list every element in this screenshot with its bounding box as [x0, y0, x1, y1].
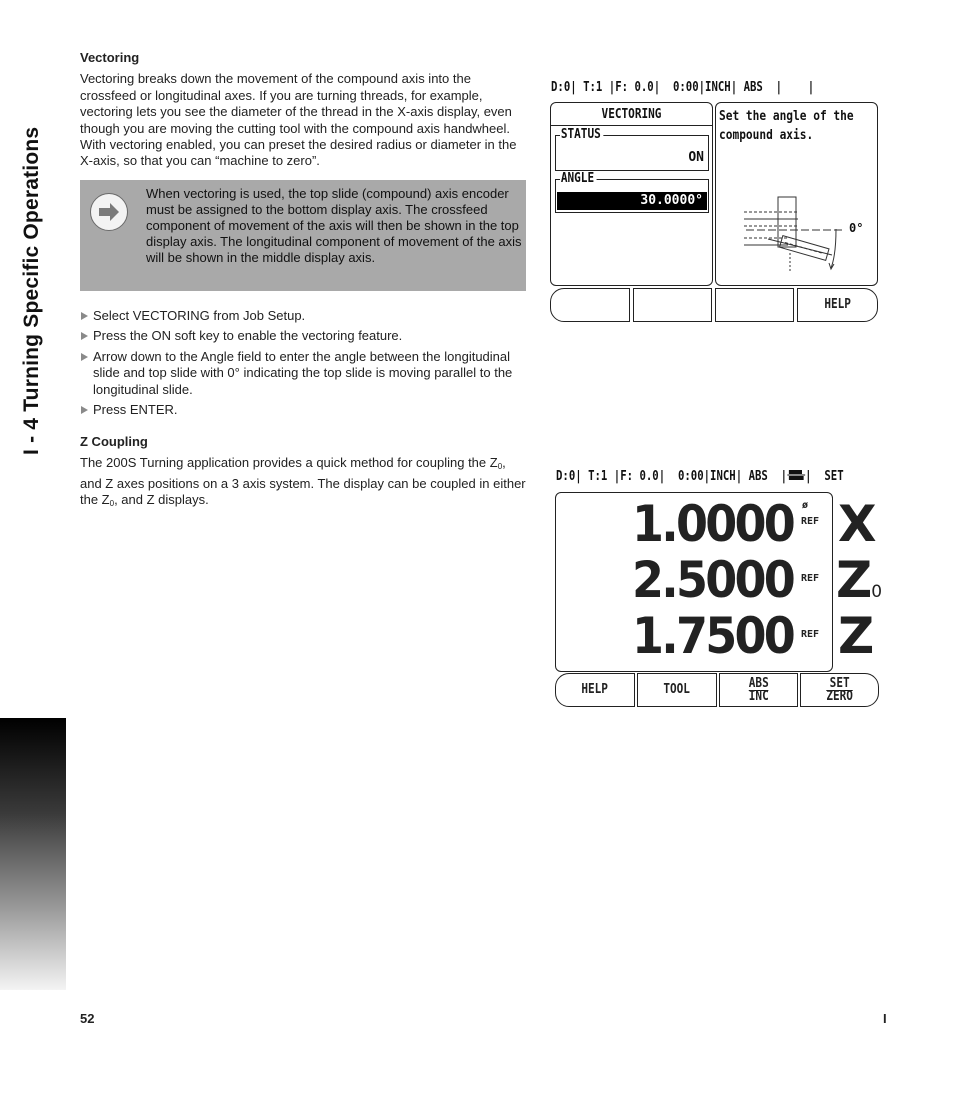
ref-indicator: REF: [801, 573, 820, 584]
ref-indicator: REF: [801, 629, 820, 640]
angle-label: ANGLE: [560, 171, 597, 186]
angle-zero-label: 0°: [849, 221, 864, 235]
screen1-status-bar: D:0| T:1 |F: 0.0| 0:00|INCH| ABS | |: [551, 80, 815, 95]
softkey-2[interactable]: [633, 288, 712, 322]
zcoupling-heading: Z Coupling: [80, 434, 148, 449]
form-title: VECTORING: [601, 107, 662, 122]
section-marker: I: [883, 1011, 887, 1026]
zcoupling-section: [80, 434, 526, 513]
divider: [551, 125, 712, 126]
page-number: 52: [80, 1011, 95, 1026]
set-zero-softkey[interactable]: SET ZERO: [800, 673, 879, 707]
diameter-symbol: ø: [802, 500, 809, 511]
zcoupling-body: The 200S Turning application provides a quick method for coupling the $Z_0$, and Z axes positions on a 3 axis system. The display can be coupled in either the $Z_0$, and Z displays.: [80, 455, 526, 509]
compound-angle-diagram: [738, 193, 868, 277]
z0-axis-label: Z0: [836, 551, 883, 609]
list-item: Press the ON soft key to enable the vectoring feature.: [80, 328, 526, 344]
vectoring-heading: Vectoring: [80, 50, 140, 65]
tool-softkey[interactable]: TOOL: [637, 673, 717, 707]
vectoring-form-panel: [550, 102, 713, 286]
status-field[interactable]: [555, 127, 709, 171]
help-panel: [715, 102, 878, 286]
bullet-triangle-icon: [81, 353, 88, 361]
screen2-status-bar: D:0| T:1 |F: 0.0| 0:00|INCH| ABS | | SET: [556, 469, 844, 484]
chapter-tab-gradient: [0, 718, 66, 990]
angle-value[interactable]: 30.0000°: [557, 192, 707, 210]
abs-inc-softkey[interactable]: ABS INC: [719, 673, 798, 707]
help-softkey[interactable]: HELP: [797, 288, 878, 322]
angle-field[interactable]: [555, 171, 709, 213]
bullet-triangle-icon: [81, 312, 88, 320]
softkey-3[interactable]: [715, 288, 794, 322]
note-box: [80, 180, 526, 291]
vectoring-section: [80, 50, 526, 170]
ref-indicator: REF: [801, 516, 820, 527]
vectoring-steps: [80, 308, 526, 422]
status-label: STATUS: [560, 127, 603, 142]
softkey-1[interactable]: [550, 288, 630, 322]
status-value: ON: [688, 150, 704, 165]
bullet-triangle-icon: [81, 332, 88, 340]
arrow-right-icon: [90, 193, 128, 231]
vectoring-body: Vectoring breaks down the movement of the compound axis into the crossfeed or longitudinal axes. If you are turning threads, for example, vectoring lets you see the diameter of the thread in the X-axis display, even though you are moving the cutting tool with the compound axis handwheel. With vectoring enabled, you can preset the desired radius or diameter in the X-axis, so that you can “machine to zero”.: [80, 71, 517, 169]
z-axis-value: 1.7500: [632, 607, 793, 665]
help-text: Set the angle of the compound axis.: [719, 109, 854, 143]
bullet-triangle-icon: [81, 406, 88, 414]
list-item: Press ENTER.: [80, 402, 526, 418]
help-softkey[interactable]: HELP: [555, 673, 635, 707]
x-axis-value: 1.0000: [632, 495, 793, 553]
z0-axis-value: 2.5000: [632, 551, 793, 609]
chapter-side-title: I - 4 Turning Specific Operations: [20, 126, 43, 455]
list-item: Arrow down to the Angle field to enter the angle between the longitudinal slide and top slide with 0° indicating the top slide is moving parallel to the longitudinal slide.: [80, 349, 526, 398]
note-text: When vectoring is used, the top slide (compound) axis encoder must be assigned to the bottom display axis. The crossfeed component of movement of the axis will then be shown in the top display axis. The longitudinal component of movement of the axis will be shown in the middle display axis.: [146, 186, 522, 265]
x-axis-label: X: [838, 495, 877, 553]
tool-icon: [787, 469, 805, 480]
z-axis-label: Z: [838, 607, 875, 665]
list-item: Select VECTORING from Job Setup.: [80, 308, 526, 324]
